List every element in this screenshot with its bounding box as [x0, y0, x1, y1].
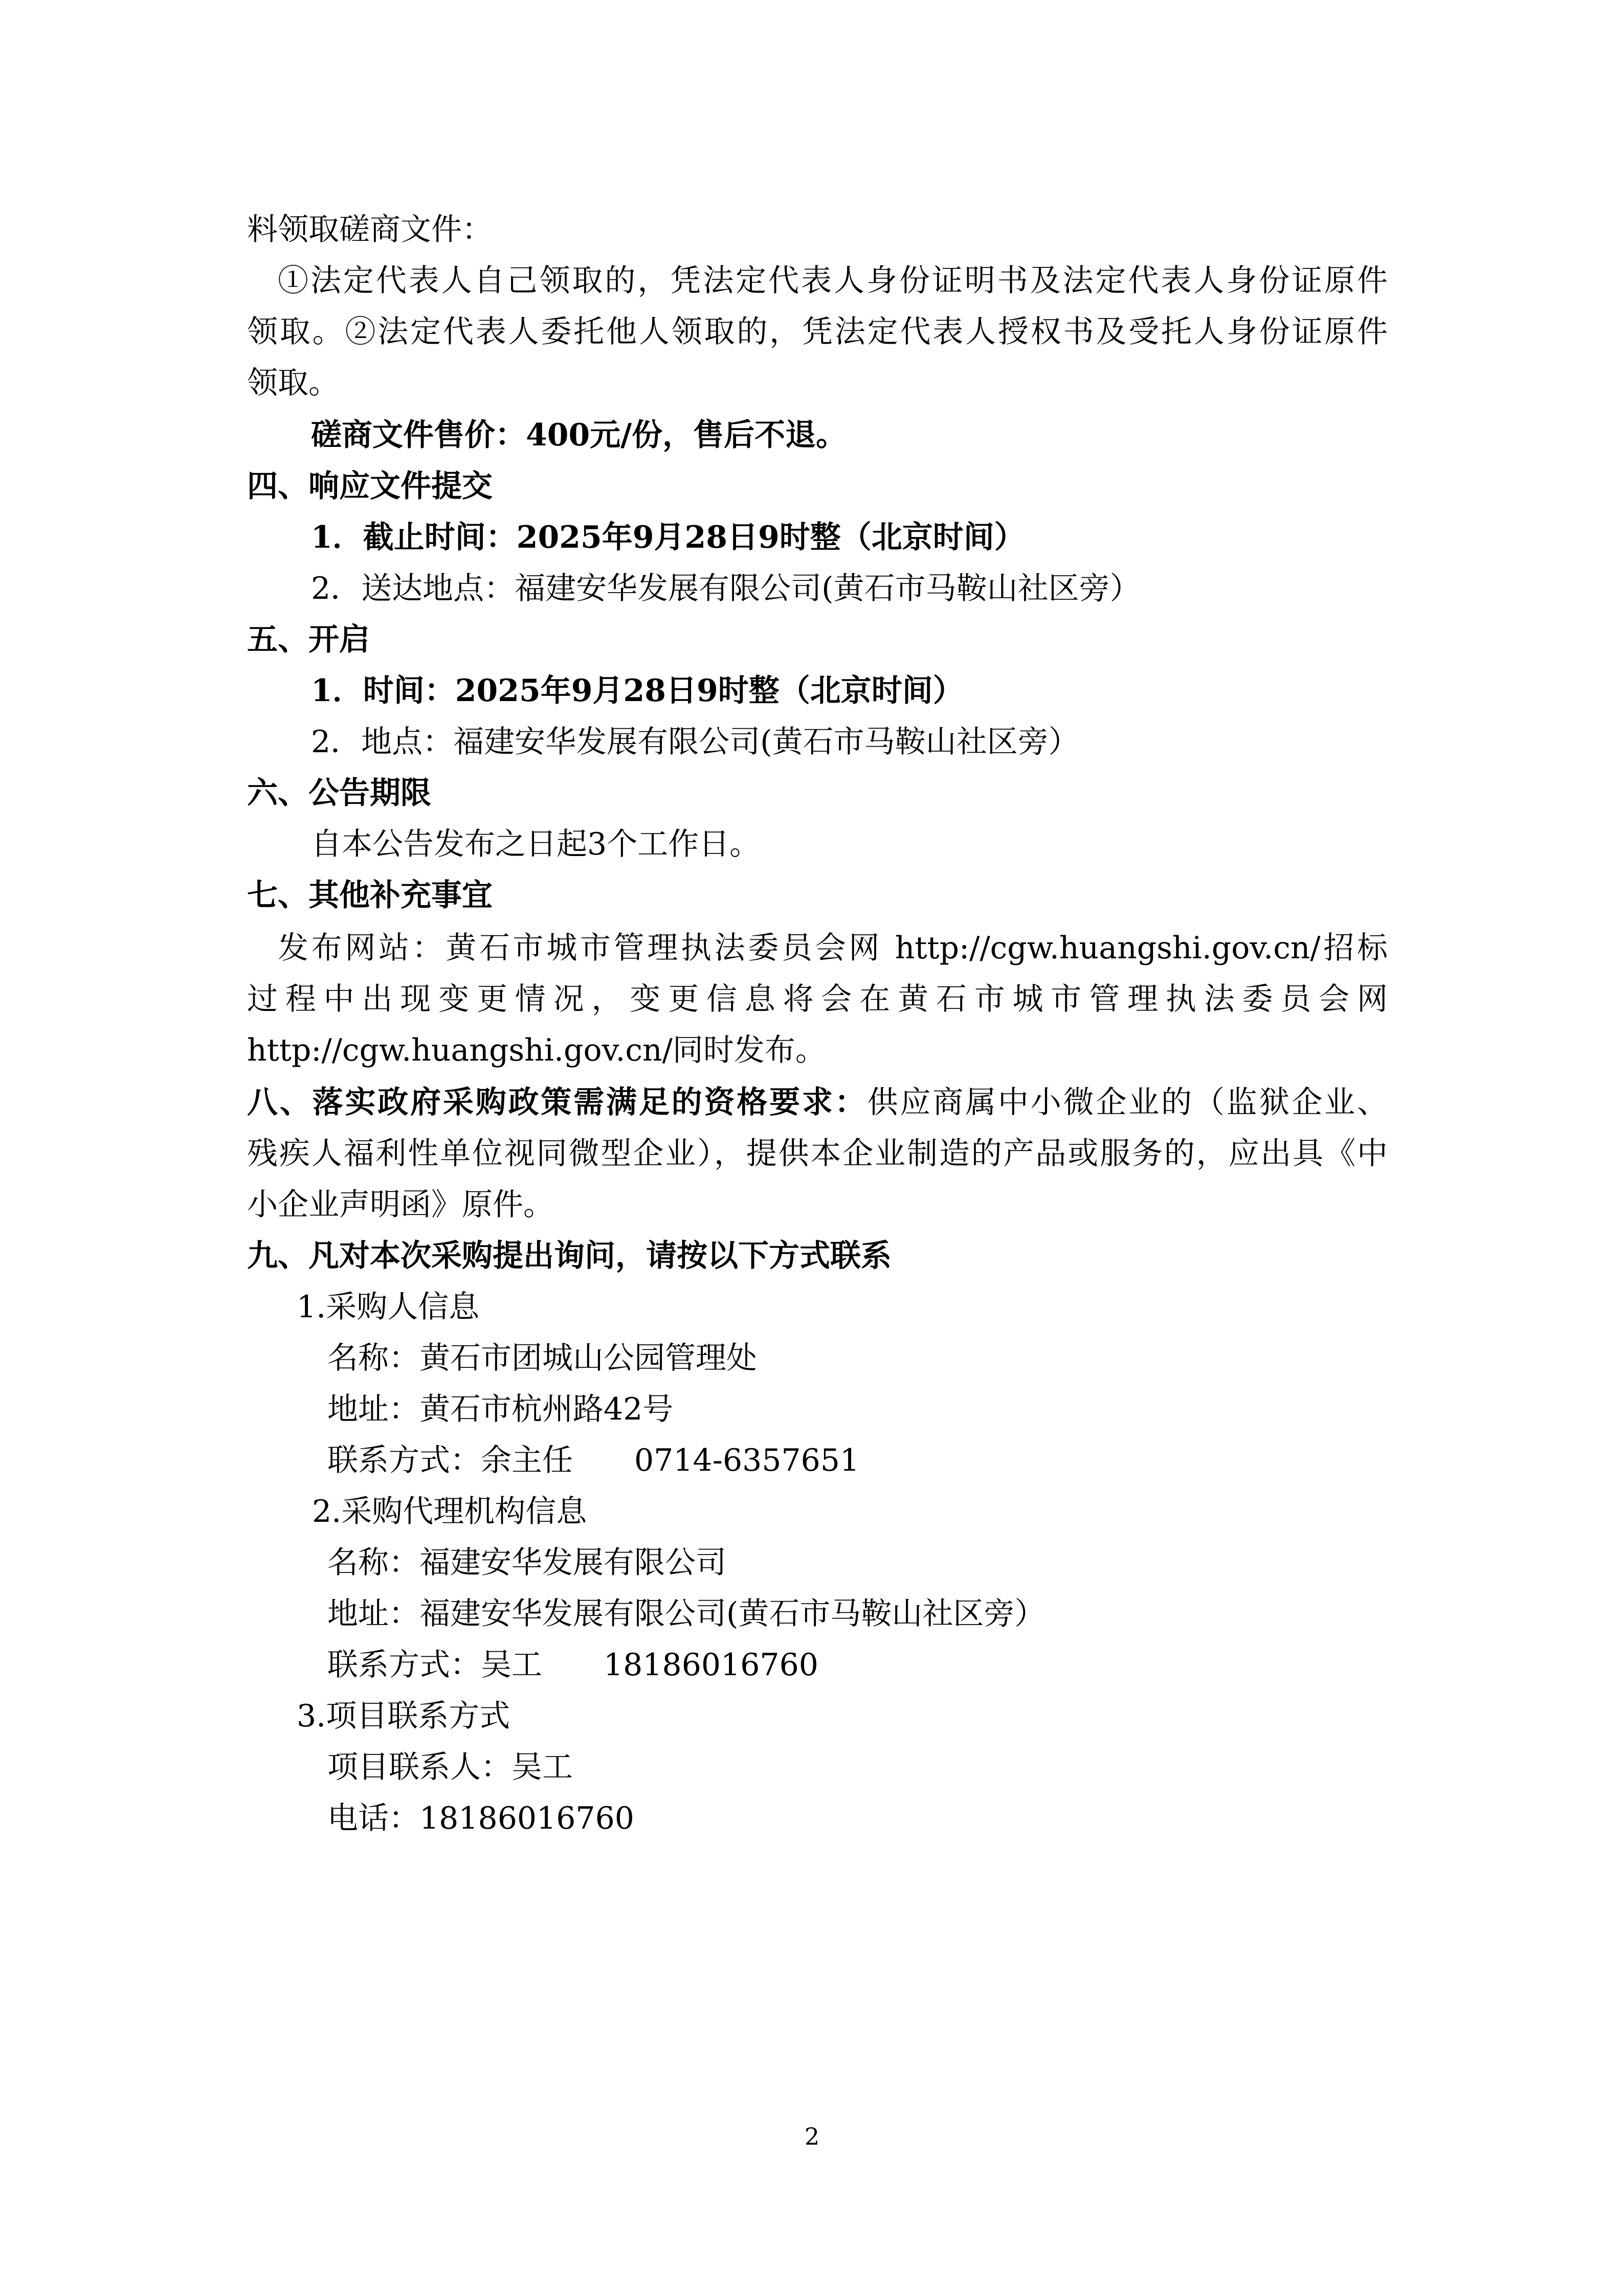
text-line: 过程中出现变更情况，变更信息将会在黄石市城市管理执法委员会网 — [247, 981, 1388, 1017]
agency-contact: 联系方式：吴工 18186016760 — [327, 1647, 818, 1683]
purchaser-name: 名称：黄石市团城山公园管理处 — [327, 1340, 757, 1376]
contact-group-title: 2.采购代理机构信息 — [312, 1494, 587, 1529]
text-line: http://cgw.huangshi.gov.cn/同时发布。 — [247, 1032, 826, 1068]
agency-address: 地址：福建安华发展有限公司(黄石市马鞍山社区旁） — [327, 1596, 1045, 1632]
text-line — [311, 519, 1025, 556]
qualification-text: 供应商属中小微企业的（监狱企业、 — [867, 1085, 1388, 1120]
text-line: 料领取磋商文件： — [247, 212, 493, 247]
contact-group-title: 3.项目联系方式 — [297, 1698, 510, 1734]
section-heading-8: 八、落实政府采购政策需满足的资格要求： — [247, 1085, 867, 1120]
agency-name: 名称：福建安华发展有限公司 — [327, 1545, 726, 1581]
text-line: 领取。②法定代表人委托他人领取的，凭法定代表人授权书及受托人身份证原件 — [247, 314, 1388, 350]
project-contact-phone: 电话：18186016760 — [327, 1800, 634, 1836]
text-line: 2．地点：福建安华发展有限公司(黄石市马鞍山社区旁） — [311, 724, 1079, 760]
text-line: 残疾人福利性单位视同微型企业），提供本企业制造的产品或服务的，应出具《中 — [247, 1136, 1388, 1172]
section-heading-5: 五、开启 — [247, 622, 370, 658]
section-heading-6: 六、公告期限 — [247, 775, 431, 811]
text-line: 发布网站：黄石市城市管理执法委员会网 http://cgw.huangshi.gov.cn/招标 — [278, 930, 1388, 966]
purchaser-address: 地址：黄石市杭州路42号 — [327, 1391, 674, 1427]
deadline-text: 1．截止时间：2025年9月28日9时整（北京时间） — [311, 520, 1025, 555]
section-heading-4: 四、响应文件提交 — [247, 468, 493, 504]
text-line — [311, 672, 964, 709]
purchaser-contact: 联系方式：余主任 0714-6357651 — [327, 1443, 860, 1478]
text-line: 自本公告发布之日起3个工作日。 — [311, 826, 761, 862]
text-line — [247, 1084, 1388, 1121]
text-line: 2．送达地点：福建安华发展有限公司(黄石市马鞍山社区旁） — [311, 571, 1141, 606]
text-line: 领取。 — [247, 365, 339, 401]
section-heading-9: 九、凡对本次采购提出询问，请按以下方式联系 — [247, 1238, 892, 1274]
page-number: 2 — [804, 2123, 820, 2150]
section-heading-7: 七、其他补充事宜 — [247, 877, 493, 913]
opening-time-text: 1．时间：2025年9月28日9时整（北京时间） — [311, 673, 964, 709]
price-note: 磋商文件售价：400元/份，售后不退。 — [311, 417, 847, 453]
text-line: ①法定代表人自己领取的，凭法定代表人身份证明书及法定代表人身份证原件 — [278, 263, 1388, 299]
project-contact-person: 项目联系人：吴工 — [327, 1749, 573, 1785]
text-line: 小企业声明函》原件。 — [247, 1187, 554, 1223]
contact-group-title: 1.采购人信息 — [297, 1289, 480, 1325]
